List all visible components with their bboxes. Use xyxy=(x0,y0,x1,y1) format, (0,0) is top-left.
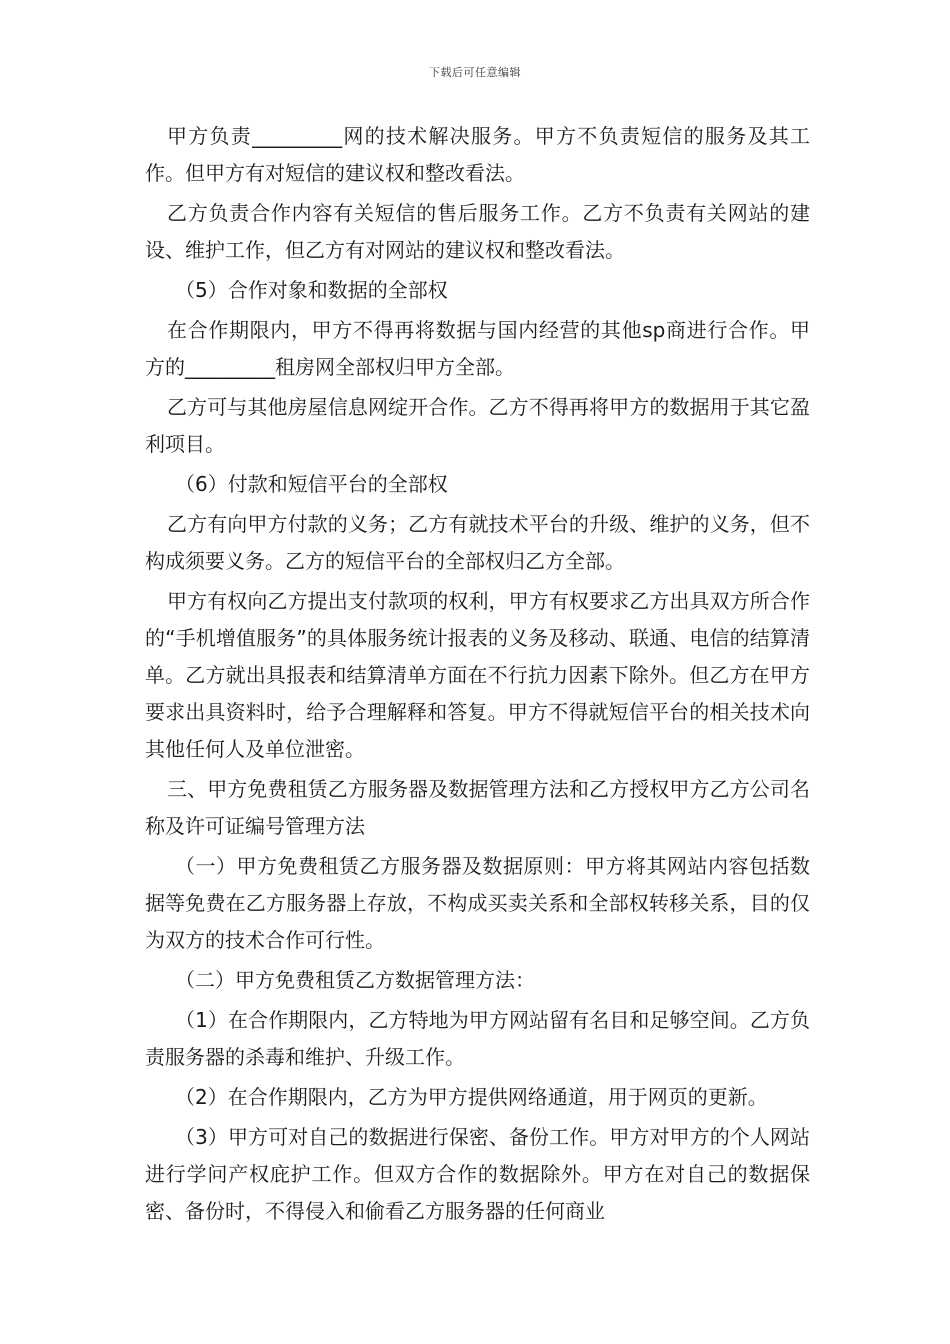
paragraph-2: 乙方负责合作内容有关短信的售后服务工作。乙方不负责有关网站的建设、维护工作，但乙方有对网站的建议权和整改看法。 xyxy=(145,201,810,262)
paragraph-9: （2）在合作期限内，乙方为甲方提供网络通道，用于网页的更新。 xyxy=(175,1085,768,1109)
section-heading-5: （5）合作对象和数据的全部权 xyxy=(175,278,448,302)
section-title-3: 三、甲方免费租赁乙方服务器及数据管理方法和乙方授权甲方乙方公司名称及许可证编号管理方法 xyxy=(145,777,810,838)
section-heading-6: （6）付款和短信平台的全部权 xyxy=(175,472,448,496)
paragraph-10: （3）甲方可对自己的数据进行保密、备份工作。甲方对甲方的个人网站进行学问产权庇护工作。但双方合作的数据除外。甲方在对自己的数据保密、备份时，不得侵入和偷看乙方服务器的任何商业 xyxy=(145,1125,810,1223)
paragraph-6: 甲方有权向乙方提出支付款项的权利，甲方有权要求乙方出具双方所合作的“手机增值服务”的具体服务统计报表的义务及移动、联通、电信的结算清单。乙方就出具报表和结算清单方面在不行抗力因素下除外。但乙方在甲方要求出具资料时，给予合理解释和答复。甲方不得就短信平台的相关技术向其他任何人及单位泄密。 xyxy=(145,589,810,761)
paragraph-8: （1）在合作期限内，乙方特地为甲方网站留有名目和足够空间。乙方负责服务器的杀毒和维护、升级工作。 xyxy=(145,1008,810,1069)
subsection-heading-2: （二）甲方免费租赁乙方数据管理方法： xyxy=(175,968,535,992)
paragraph-1: 甲方负责_________网的技术解决服务。甲方不负责短信的服务及其工作。但甲方有对短信的建议权和整改看法。 xyxy=(145,124,810,185)
paragraph-3: 在合作期限内，甲方不得再将数据与国内经营的其他sp商进行合作。甲方的_________租房网全部权归甲方全部。 xyxy=(145,318,810,379)
paragraph-4: 乙方可与其他房屋信息网绽开合作。乙方不得再将甲方的数据用于其它盈利项目。 xyxy=(145,395,810,456)
page-header-note: 下载后可任意编辑 xyxy=(429,66,521,79)
document-body xyxy=(145,118,810,1233)
paragraph-5: 乙方有向甲方付款的义务；乙方有就技术平台的升级、维护的义务，但不构成须要义务。乙方的短信平台的全部权归乙方全部。 xyxy=(145,512,810,573)
paragraph-7: （一）甲方免费租赁乙方服务器及数据原则：甲方将其网站内容包括数据等免费在乙方服务器上存放，不构成买卖关系和全部权转移关系，目的仅为双方的技术合作可行性。 xyxy=(145,854,810,952)
